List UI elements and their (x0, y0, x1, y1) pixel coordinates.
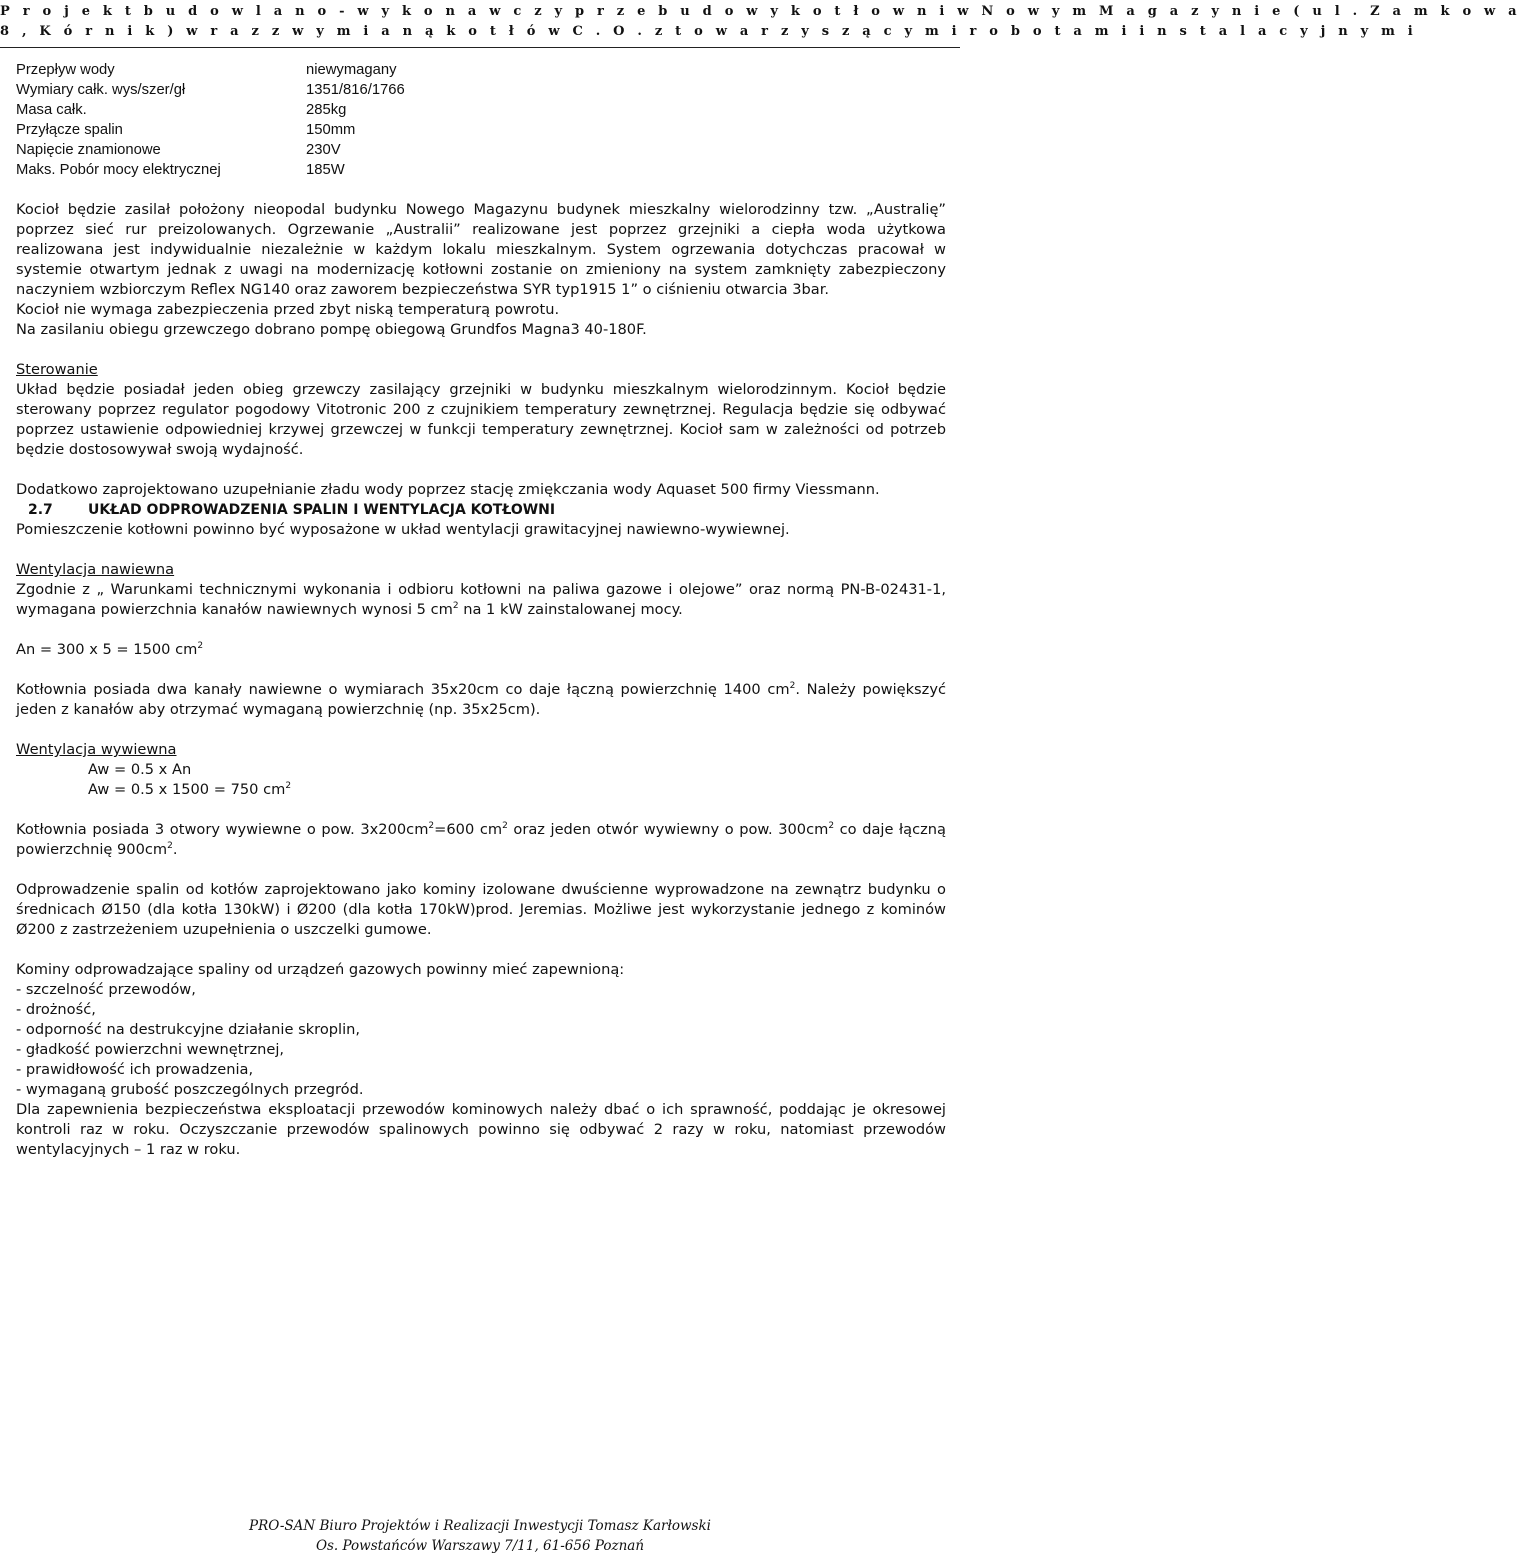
paragraph-pump: Na zasilaniu obiegu grzewczego dobrano pompę obiegową Grundfos Magna3 40-180F. (16, 321, 647, 338)
spec-row (16, 60, 946, 80)
heading-wentylacja-wywiewna: Wentylacja wywiewna (16, 741, 177, 758)
paragraph-bezpieczenstwo: Dla zapewnienia bezpieczeństwa eksploatacji przewodów kominowych należy dbać o ich sprawność, poddając je okresowej kontroli raz w roku. Oczyszczanie przewodów spalinowych powinno się odbywać 2 razy w roku, natomiast przewodów wentylacyjnych – 1 raz w roku. (16, 1101, 946, 1158)
document-body (16, 60, 946, 1160)
spec-value: niewymagany (306, 62, 397, 78)
page-header (0, 0, 1521, 48)
spec-label: Przepływ wody (16, 62, 115, 78)
spec-value: 150mm (306, 122, 356, 138)
footer-line-1: PRO-SAN Biuro Projektów i Realizacji Inwestycji Tomasz Karłowski (249, 1518, 711, 1534)
paragraph-kanaly-nawiewne: Kotłownia posiada dwa kanały nawiewne o wymiarach 35x20cm co daje łączną powierzchnię 1400 $cm^2$. Należy powiększyć jeden z kanałów aby otrzymać wymaganą powierzchnię (np. 35x25cm). (16, 681, 946, 718)
section-title: UKŁAD ODPROWADZENIA SPALIN I WENTYLACJA KOTŁOWNI (88, 502, 556, 518)
spec-label: Wymiary całk. wys/szer/gł (16, 82, 186, 98)
formula-aw-1: Aw = 0.5 x An (88, 761, 192, 778)
formula-aw-2: Aw = 0.5 x 1500 = 750 $cm^2$ (88, 781, 292, 798)
spec-row (16, 120, 946, 140)
paragraph-no-protection: Kocioł nie wymaga zabezpieczenia przed zbyt niską temperaturą powrotu. (16, 301, 560, 318)
paragraph-boiler-supply: Kocioł będzie zasilał położony nieopodal budynku Nowego Magazynu budynek mieszkalny wielorodzinny tzw. „Australię” poprzez sieć rur preizolowanych. Ogrzewanie „Australii” realizowane jest poprzez grzejniki a ciepła woda użytkowa realizowana jest indywidualnie niezależnie w każdym lokalu mieszkalnym. System ogrzewania dotychczas pracował w systemie otwartym jednak z uwagi na modernizację kotłowni zostanie on zmieniony na system zamknięty zabezpieczony naczyniem wzbiorczym Reflex NG140 oraz zaworem bezpieczeństwa SYR typ1915 1” o ciśnieniu otwarcia 3bar. (16, 201, 946, 298)
spec-label: Napięcie znamionowe (16, 142, 161, 158)
heading-sterowanie: Sterowanie (16, 361, 98, 378)
spec-table (16, 60, 946, 180)
paragraph-nawiew: Zgodnie z „ Warunkami technicznymi wykonania i odbioru kotłowni na paliwa gazowe i olejowe” oraz normą PN-B-02431-1, wymagana powierzchnia kanałów nawiewnych wynosi 5 $cm^2$ na 1 kW zainstalowanej mocy. (16, 581, 946, 618)
paragraph-kominy-intro: Kominy odprowadzające spaliny od urządzeń gazowych powinny mieć zapewnioną: (16, 961, 625, 978)
heading-wentylacja-nawiewna: Wentylacja nawiewna (16, 561, 175, 578)
paragraph-sterowanie: Układ będzie posiadał jeden obieg grzewczy zasilający grzejniki w budynku mieszkalnym wielorodzinnym. Kocioł będzie sterowany poprzez regulator pogodowy Vitotronic 200 z czujnikiem temperatury zewnętrznej. Regulacja będzie się odbywać poprzez ustawienie odpowiedniej krzywej grzewczej w funkcji temperatury zewnętrznej. Kocioł sam w zależności od potrzeb będzie dostosowywał swoją wydajność. (16, 381, 946, 458)
page-footer (0, 1516, 960, 1556)
spec-value: 230V (306, 142, 341, 158)
spec-value: 285kg (306, 102, 347, 118)
spec-value: 1351/816/1766 (306, 82, 405, 98)
spec-label: Maks. Pobór mocy elektrycznej (16, 162, 221, 178)
spec-row (16, 160, 946, 180)
formula-an: An = 300 x 5 = 1500 $cm^2$ (16, 641, 204, 658)
section-number: 2.7 (28, 502, 53, 518)
spec-label: Masa całk. (16, 102, 87, 118)
spec-row (16, 80, 946, 100)
list-item: - wymaganą grubość poszczególnych przegród. (16, 1081, 364, 1098)
spec-row (16, 140, 946, 160)
header-line-2: 8 , K ó r n i k ) w r a z z w y m i a n ą k o t ł ó w C . O . z t o w a r z y s z ą c y m i r o b o t a m i i n s t a l a c y j n y m i (0, 24, 1417, 39)
footer-line-2: Os. Powstańców Warszawy 7/11, 61-656 Poznań (315, 1538, 645, 1554)
header-line-1: P r o j e k t b u d o w l a n o - w y k o n a w c z y p r z e b u d o w y k o t ł o w n i w N o w y m M a g a z y n i e ( u l . Z a m k o w a (0, 4, 1521, 19)
paragraph-otwory-wywiewne: Kotłownia posiada 3 otwory wywiewne o pow. $3x200cm^2=600$ $cm^2$ oraz jeden otwór wywiewny o pow. $300cm^2$ co daje łączną powierzchnię $900cm^2$. (16, 821, 946, 858)
list-item: - gładkość powierzchni wewnętrznej, (16, 1041, 285, 1058)
list-item: - prawidłowość ich prowadzenia, (16, 1061, 254, 1078)
spec-row (16, 100, 946, 120)
paragraph-spaliny: Odprowadzenie spalin od kotłów zaprojektowano jako kominy izolowane dwuścienne wyprowadzone na zewnątrz budynku o średnicach Ø150 (dla kotła 130kW) i Ø200 (dla kotła 170kW)prod. Jeremias. Możliwe jest wykorzystanie jednego z kominów Ø200 z zastrzeżeniem uzupełnienia o uszczelki gumowe. (16, 881, 946, 938)
section-heading (16, 500, 946, 520)
paragraph-dodatkowo: Dodatkowo zaprojektowano uzupełnianie zładu wody poprzez stację zmiękczania wody Aquaset 500 firmy Viessmann. (16, 481, 880, 498)
spec-label: Przyłącze spalin (16, 122, 123, 138)
spec-value: 185W (306, 162, 345, 178)
list-item: - szczelność przewodów, (16, 981, 196, 998)
paragraph-section-intro: Pomieszczenie kotłowni powinno być wyposażone w układ wentylacji grawitacyjnej nawiewno-wywiewnej. (16, 521, 790, 538)
list-item: - drożność, (16, 1001, 96, 1018)
list-item: - odporność na destrukcyjne działanie skroplin, (16, 1021, 361, 1038)
